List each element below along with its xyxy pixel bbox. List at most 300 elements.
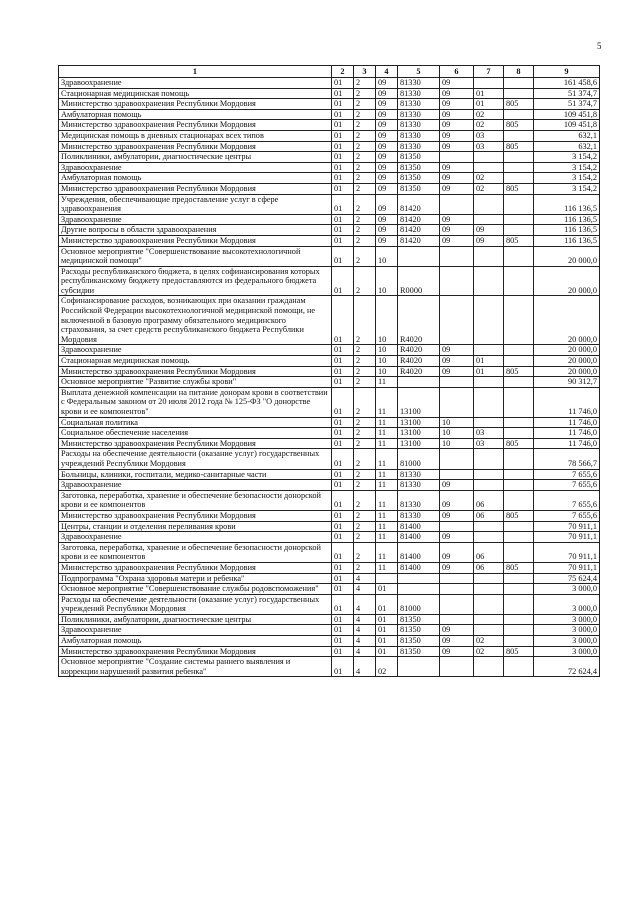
code-cell: 81330 — [398, 88, 440, 99]
code-cell — [474, 246, 504, 266]
code-cell: 81350 — [398, 162, 440, 173]
code-cell: 09 — [440, 162, 474, 173]
code-cell: 01 — [332, 562, 354, 573]
code-cell: 01 — [474, 88, 504, 99]
code-cell — [504, 377, 534, 388]
code-cell: 2 — [354, 152, 376, 163]
code-cell: 09 — [376, 225, 398, 236]
table-row — [59, 345, 600, 356]
amount-cell: 3 000,0 — [534, 594, 600, 614]
table-row — [59, 88, 600, 99]
code-cell: 01 — [332, 345, 354, 356]
table-row — [59, 109, 600, 120]
code-cell: 01 — [332, 377, 354, 388]
code-cell: 2 — [354, 162, 376, 173]
code-cell: 01 — [332, 449, 354, 469]
code-cell: 01 — [332, 235, 354, 246]
column-header: 4 — [376, 66, 398, 78]
code-cell: 805 — [504, 183, 534, 194]
table-row — [59, 562, 600, 573]
code-cell: 81420 — [398, 225, 440, 236]
code-cell — [504, 449, 534, 469]
amount-cell: 70 911,1 — [534, 562, 600, 573]
code-cell: 01 — [332, 614, 354, 625]
code-cell — [474, 625, 504, 636]
code-cell — [474, 584, 504, 595]
row-name-cell: Подпрограмма "Охрана здоровья матери и ребенка" — [59, 573, 332, 584]
amount-cell: 20 000,0 — [534, 266, 600, 296]
table-row — [59, 366, 600, 377]
code-cell — [504, 480, 534, 491]
row-name-cell: Расходы на обеспечение деятельности (оказание услуг) государственных учреждений Республики Мордовия — [59, 594, 332, 614]
code-cell: 81330 — [398, 469, 440, 480]
code-cell — [504, 490, 534, 510]
code-cell: 11 — [376, 490, 398, 510]
amount-cell: 51 374,7 — [534, 99, 600, 110]
code-cell — [440, 657, 474, 677]
code-cell: 01 — [474, 356, 504, 367]
row-name-cell: Министерство здравоохранения Республики Мордовия — [59, 366, 332, 377]
table-row — [59, 614, 600, 625]
code-cell — [474, 614, 504, 625]
amount-cell: 3 000,0 — [534, 584, 600, 595]
code-cell: 81400 — [398, 532, 440, 543]
code-cell: 09 — [440, 130, 474, 141]
code-cell: 01 — [376, 594, 398, 614]
amount-cell: 70 911,1 — [534, 521, 600, 532]
row-name-cell: Софинансирование расходов, возникающих при оказании гражданам Российской Федерации высокотехнологичной медицинской помощи, не включенной в базовую программу обязательного медицинского страхования, за счет средств республиканского бюджета Республики Мордовия — [59, 296, 332, 345]
code-cell: 11 — [376, 469, 398, 480]
code-cell: 09 — [440, 183, 474, 194]
code-cell: 03 — [474, 130, 504, 141]
header-row — [59, 66, 600, 78]
code-cell: 81350 — [398, 636, 440, 647]
row-name-cell: Выплата денежной компенсации на питание донорам крови в соответствии с Федеральным законом от 20 июля 2012 года № 125-ФЗ "О донорстве крови и ее компонентов" — [59, 387, 332, 417]
code-cell: 81350 — [398, 614, 440, 625]
row-name-cell: Здравоохранение — [59, 532, 332, 543]
row-name-cell: Основное мероприятие "Развитие службы крови" — [59, 377, 332, 388]
code-cell — [474, 266, 504, 296]
code-cell: 2 — [354, 99, 376, 110]
code-cell — [440, 584, 474, 595]
code-cell: 81330 — [398, 141, 440, 152]
amount-cell: 3 000,0 — [534, 614, 600, 625]
code-cell: 09 — [440, 235, 474, 246]
code-cell — [504, 636, 534, 647]
code-cell: 13100 — [398, 438, 440, 449]
code-cell: 2 — [354, 141, 376, 152]
code-cell — [504, 194, 534, 214]
code-cell — [474, 532, 504, 543]
code-cell: 09 — [376, 183, 398, 194]
code-cell: 805 — [504, 366, 534, 377]
code-cell: 2 — [354, 345, 376, 356]
code-cell — [474, 417, 504, 428]
code-cell: 09 — [376, 162, 398, 173]
code-cell: 805 — [504, 141, 534, 152]
code-cell: 2 — [354, 562, 376, 573]
code-cell: 2 — [354, 490, 376, 510]
page-number: 5 — [597, 41, 602, 51]
code-cell — [504, 657, 534, 677]
code-cell — [474, 521, 504, 532]
code-cell — [440, 469, 474, 480]
row-name-cell: Здравоохранение — [59, 214, 332, 225]
row-name-cell: Министерство здравоохранения Республики Мордовия — [59, 646, 332, 657]
code-cell: 01 — [332, 573, 354, 584]
code-cell: 2 — [354, 438, 376, 449]
code-cell: 11 — [376, 562, 398, 573]
budget-table — [58, 65, 600, 677]
code-cell: 10 — [440, 438, 474, 449]
code-cell — [474, 480, 504, 491]
code-cell: 01 — [332, 417, 354, 428]
code-cell: 01 — [332, 296, 354, 345]
code-cell — [504, 594, 534, 614]
row-name-cell: Медицинская помощь в дневных стационарах всех типов — [59, 130, 332, 141]
code-cell: 02 — [474, 173, 504, 184]
code-cell — [504, 266, 534, 296]
code-cell: 01 — [332, 510, 354, 521]
code-cell: 01 — [332, 225, 354, 236]
code-cell: 2 — [354, 130, 376, 141]
amount-cell: 11 746,0 — [534, 417, 600, 428]
row-name-cell: Министерство здравоохранения Республики Мордовия — [59, 120, 332, 131]
code-cell: 02 — [474, 646, 504, 657]
code-cell: 11 — [376, 532, 398, 543]
code-cell: 01 — [332, 130, 354, 141]
row-name-cell: Здравоохранение — [59, 345, 332, 356]
code-cell: 81420 — [398, 194, 440, 214]
code-cell — [504, 152, 534, 163]
code-cell — [376, 573, 398, 584]
code-cell — [440, 296, 474, 345]
code-cell: 81330 — [398, 490, 440, 510]
code-cell: 09 — [376, 214, 398, 225]
code-cell: 13100 — [398, 387, 440, 417]
code-cell — [504, 356, 534, 367]
code-cell — [474, 345, 504, 356]
code-cell: 2 — [354, 194, 376, 214]
code-cell: 81350 — [398, 152, 440, 163]
code-cell: 11 — [376, 428, 398, 439]
code-cell: 2 — [354, 225, 376, 236]
code-cell: 01 — [332, 214, 354, 225]
code-cell: 01 — [332, 246, 354, 266]
row-name-cell: Социальное обеспечение населения — [59, 428, 332, 439]
code-cell: 01 — [332, 657, 354, 677]
code-cell — [504, 130, 534, 141]
code-cell: 09 — [376, 152, 398, 163]
code-cell: 10 — [440, 417, 474, 428]
row-name-cell: Здравоохранение — [59, 480, 332, 491]
table-row — [59, 573, 600, 584]
code-cell: 81400 — [398, 521, 440, 532]
code-cell: 01 — [332, 194, 354, 214]
code-cell: 09 — [376, 99, 398, 110]
code-cell — [474, 214, 504, 225]
code-cell: 81330 — [398, 109, 440, 120]
code-cell: 09 — [376, 130, 398, 141]
amount-cell: 11 746,0 — [534, 387, 600, 417]
amount-cell: 116 136,5 — [534, 235, 600, 246]
table-row — [59, 141, 600, 152]
code-cell: 01 — [332, 173, 354, 184]
code-cell — [504, 214, 534, 225]
table-row — [59, 469, 600, 480]
code-cell: 81350 — [398, 625, 440, 636]
code-cell — [504, 428, 534, 439]
code-cell: 09 — [440, 542, 474, 562]
code-cell: 10 — [376, 246, 398, 266]
row-name-cell: Расходы на обеспечение деятельности (оказание услуг) государственных учреждений Республики Мордовия — [59, 449, 332, 469]
code-cell: 11 — [376, 542, 398, 562]
row-name-cell: Поликлиники, амбулатории, диагностические центры — [59, 614, 332, 625]
amount-cell: 11 746,0 — [534, 438, 600, 449]
table-row — [59, 417, 600, 428]
code-cell: 2 — [354, 542, 376, 562]
code-cell: 2 — [354, 266, 376, 296]
code-cell: 01 — [332, 428, 354, 439]
column-header: 8 — [504, 66, 534, 78]
code-cell — [440, 614, 474, 625]
amount-cell: 78 566,7 — [534, 449, 600, 469]
code-cell: 09 — [376, 141, 398, 152]
row-name-cell: Министерство здравоохранения Республики Мордовия — [59, 99, 332, 110]
code-cell — [474, 573, 504, 584]
code-cell: 01 — [332, 78, 354, 89]
code-cell — [504, 584, 534, 595]
amount-cell: 3 000,0 — [534, 646, 600, 657]
table-row — [59, 584, 600, 595]
code-cell: 09 — [440, 636, 474, 647]
code-cell: 01 — [376, 636, 398, 647]
code-cell: 11 — [376, 521, 398, 532]
code-cell: 805 — [504, 510, 534, 521]
code-cell: 02 — [474, 183, 504, 194]
table-row — [59, 78, 600, 89]
code-cell: 2 — [354, 296, 376, 345]
code-cell: 02 — [474, 636, 504, 647]
table-row — [59, 235, 600, 246]
code-cell: 09 — [440, 214, 474, 225]
table-row — [59, 120, 600, 131]
code-cell: 01 — [332, 88, 354, 99]
code-cell: 09 — [440, 490, 474, 510]
code-cell: 09 — [440, 78, 474, 89]
code-cell: R4020 — [398, 366, 440, 377]
code-cell: 10 — [440, 428, 474, 439]
amount-cell: 7 655,6 — [534, 490, 600, 510]
code-cell: 09 — [440, 173, 474, 184]
code-cell: 10 — [376, 356, 398, 367]
code-cell — [474, 78, 504, 89]
table-row — [59, 657, 600, 677]
table-row — [59, 246, 600, 266]
row-name-cell: Здравоохранение — [59, 625, 332, 636]
code-cell: 01 — [376, 614, 398, 625]
amount-cell: 632,1 — [534, 130, 600, 141]
code-cell — [474, 387, 504, 417]
code-cell: 2 — [354, 417, 376, 428]
code-cell — [504, 625, 534, 636]
code-cell: 2 — [354, 469, 376, 480]
code-cell: 01 — [332, 521, 354, 532]
code-cell: 01 — [332, 636, 354, 647]
code-cell: 81000 — [398, 594, 440, 614]
amount-cell: 20 000,0 — [534, 246, 600, 266]
code-cell: 01 — [332, 162, 354, 173]
code-cell: 09 — [440, 356, 474, 367]
code-cell: 09 — [440, 480, 474, 491]
code-cell: 01 — [332, 438, 354, 449]
code-cell — [504, 387, 534, 417]
row-name-cell: Другие вопросы в области здравоохранения — [59, 225, 332, 236]
table-row — [59, 594, 600, 614]
code-cell: 13100 — [398, 417, 440, 428]
code-cell — [474, 657, 504, 677]
code-cell: 01 — [332, 99, 354, 110]
table-row — [59, 490, 600, 510]
code-cell: 09 — [440, 345, 474, 356]
code-cell — [504, 345, 534, 356]
amount-cell: 72 624,4 — [534, 657, 600, 677]
code-cell: 4 — [354, 636, 376, 647]
code-cell: 01 — [332, 584, 354, 595]
code-cell: 01 — [376, 584, 398, 595]
code-cell: 09 — [440, 510, 474, 521]
code-cell: 2 — [354, 532, 376, 543]
table-row — [59, 438, 600, 449]
code-cell: 01 — [332, 356, 354, 367]
code-cell: 01 — [474, 99, 504, 110]
code-cell: 2 — [354, 377, 376, 388]
code-cell — [440, 573, 474, 584]
row-name-cell: Основное мероприятие "Совершенствование службы родовспоможения" — [59, 584, 332, 595]
amount-cell: 3 154,2 — [534, 183, 600, 194]
table-row — [59, 636, 600, 647]
code-cell: 2 — [354, 366, 376, 377]
code-cell — [398, 246, 440, 266]
code-cell: 09 — [376, 120, 398, 131]
code-cell: 11 — [376, 438, 398, 449]
code-cell — [440, 246, 474, 266]
code-cell: 4 — [354, 625, 376, 636]
code-cell: 2 — [354, 387, 376, 417]
code-cell — [474, 449, 504, 469]
amount-cell: 161 458,6 — [534, 78, 600, 89]
code-cell: 09 — [474, 235, 504, 246]
row-name-cell: Поликлиники, амбулатории, диагностические центры — [59, 152, 332, 163]
code-cell: 09 — [376, 235, 398, 246]
code-cell: 01 — [332, 480, 354, 491]
amount-cell: 3 000,0 — [534, 625, 600, 636]
code-cell — [440, 152, 474, 163]
code-cell: 03 — [474, 428, 504, 439]
table-row — [59, 428, 600, 439]
code-cell: 09 — [440, 366, 474, 377]
table-row — [59, 152, 600, 163]
code-cell: 81330 — [398, 78, 440, 89]
code-cell: 4 — [354, 646, 376, 657]
amount-cell: 632,1 — [534, 141, 600, 152]
code-cell: 2 — [354, 510, 376, 521]
amount-cell: 20 000,0 — [534, 356, 600, 367]
table-row — [59, 162, 600, 173]
row-name-cell: Социальная политика — [59, 417, 332, 428]
code-cell: 805 — [504, 646, 534, 657]
code-cell: 81350 — [398, 173, 440, 184]
amount-cell: 109 451,8 — [534, 109, 600, 120]
table-row — [59, 377, 600, 388]
column-header: 5 — [398, 66, 440, 78]
amount-cell: 11 746,0 — [534, 428, 600, 439]
code-cell — [474, 152, 504, 163]
table-row — [59, 387, 600, 417]
code-cell — [504, 542, 534, 562]
code-cell — [398, 584, 440, 595]
code-cell: 09 — [440, 532, 474, 543]
code-cell: 11 — [376, 387, 398, 417]
row-name-cell: Учреждения, обеспечивающие предоставление услуг в сфере здравоохранения — [59, 194, 332, 214]
code-cell: 81330 — [398, 510, 440, 521]
row-name-cell: Здравоохранение — [59, 162, 332, 173]
amount-cell: 90 312,7 — [534, 377, 600, 388]
amount-cell: 3 000,0 — [534, 636, 600, 647]
code-cell: 09 — [376, 173, 398, 184]
table-row — [59, 173, 600, 184]
code-cell: 09 — [440, 625, 474, 636]
table-body — [59, 78, 600, 677]
code-cell: 09 — [440, 141, 474, 152]
column-header: 3 — [354, 66, 376, 78]
code-cell: 06 — [474, 510, 504, 521]
code-cell — [440, 387, 474, 417]
code-cell: 01 — [376, 625, 398, 636]
code-cell: 81330 — [398, 99, 440, 110]
code-cell: 4 — [354, 614, 376, 625]
table-row — [59, 510, 600, 521]
row-name-cell: Стационарная медицинская помощь — [59, 356, 332, 367]
code-cell: 805 — [504, 438, 534, 449]
code-cell: 4 — [354, 594, 376, 614]
code-cell: 01 — [376, 646, 398, 657]
code-cell: 09 — [376, 78, 398, 89]
code-cell — [504, 573, 534, 584]
code-cell: 805 — [504, 99, 534, 110]
table-row — [59, 266, 600, 296]
amount-cell: 3 154,2 — [534, 152, 600, 163]
row-name-cell: Министерство здравоохранения Республики Мордовия — [59, 183, 332, 194]
code-cell: 09 — [440, 646, 474, 657]
code-cell: 01 — [332, 266, 354, 296]
code-cell — [440, 266, 474, 296]
code-cell: 01 — [332, 646, 354, 657]
code-cell: 10 — [376, 345, 398, 356]
amount-cell: 3 154,2 — [534, 173, 600, 184]
amount-cell: 3 154,2 — [534, 162, 600, 173]
code-cell: 01 — [332, 469, 354, 480]
row-name-cell: Министерство здравоохранения Республики Мордовия — [59, 235, 332, 246]
amount-cell: 70 911,1 — [534, 532, 600, 543]
code-cell: 805 — [504, 235, 534, 246]
code-cell: 06 — [474, 562, 504, 573]
code-cell: 81400 — [398, 542, 440, 562]
table-row — [59, 225, 600, 236]
column-header: 6 — [440, 66, 474, 78]
code-cell: 81350 — [398, 183, 440, 194]
code-cell: 2 — [354, 521, 376, 532]
